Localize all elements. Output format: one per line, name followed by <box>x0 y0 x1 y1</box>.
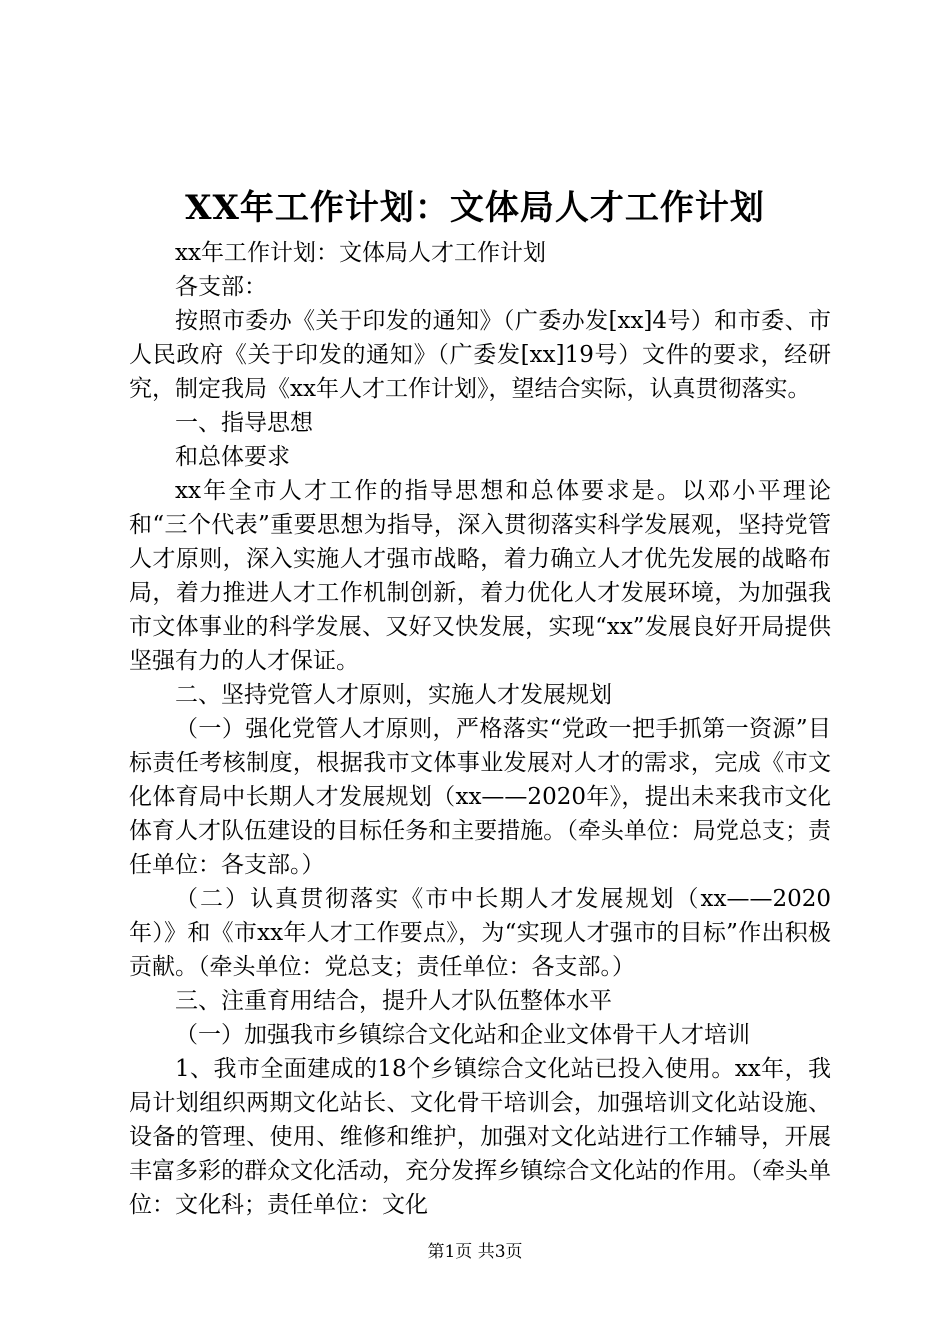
paragraph-section-3-point-1: 1、我市全面建成的18个乡镇综合文化站已投入使用。xx年，我局计划组织两期文化站长、文化骨干培训会，加强培训文化站设施、设备的管理、使用、维修和维护，加强对文化站进行工作辅导，开展丰富多彩的群众文化活动，充分发挥乡镇综合文化站的作用。（牵头单位：文化科；责任单位：文化 <box>129 1056 831 1218</box>
paragraph-intro: 按照市委办《关于印发的通知》（广委办发[xx]4号）和市委、市人民政府《关于印发的通知》（广委发[xx]19号）文件的要求，经研究，制定我局《xx年人才工作计划》，望结合实际，认真贯彻落实。 <box>129 308 831 402</box>
heading-section-1-cont: 和总体要求 <box>175 444 290 470</box>
paragraph-salutation: 各支部： <box>175 274 267 300</box>
paragraph-guiding-ideology: xx年全市人才工作的指导思想和总体要求是。以邓小平理论和“三个代表”重要思想为指导，深入贯彻落实科学发展观，坚持党管人才原则，深入实施人才强市战略，着力确立人才优先发展的战略布局，着力推进人才工作机制创新，着力优化人才发展环境，为加强我市文体事业的科学发展、又好又快发展，实现“xx”发展良好开局提供坚强有力的人才保证。 <box>129 478 831 674</box>
paragraph-subtitle: xx年工作计划：文体局人才工作计划 <box>175 240 546 266</box>
document-title: XX年工作计划：文体局人才工作计划 <box>185 188 765 228</box>
heading-section-3: 三、注重育用结合，提升人才队伍整体水平 <box>175 988 612 1014</box>
paragraph-section-2-item-2: （二）认真贯彻落实《市中长期人才发展规划（xx——2020年）》和《市xx年人才工作要点》，为“实现人才强市的目标”作出积极贡献。（牵头单位：党总支；责任单位：各支部。） <box>129 886 831 980</box>
heading-section-1: 一、指导思想 <box>175 410 313 436</box>
heading-section-2: 二、坚持党管人才原则，实施人才发展规划 <box>175 682 612 708</box>
page-footer: 第1页 共3页 <box>427 1242 523 1262</box>
document-body <box>129 236 831 1222</box>
paragraph-section-2-item-1: （一）强化党管人才原则，严格落实“党政一把手抓第一资源”目标责任考核制度，根据我市文体事业发展对人才的需求，完成《市文化体育局中长期人才发展规划（xx——2020年》，提出未来我市文化体育人才队伍建设的目标任务和主要措施。（牵头单位：局党总支；责任单位：各支部。） <box>129 716 831 878</box>
heading-section-3-item-1: （一）加强我市乡镇综合文化站和企业文体骨干人才培训 <box>175 1022 750 1048</box>
